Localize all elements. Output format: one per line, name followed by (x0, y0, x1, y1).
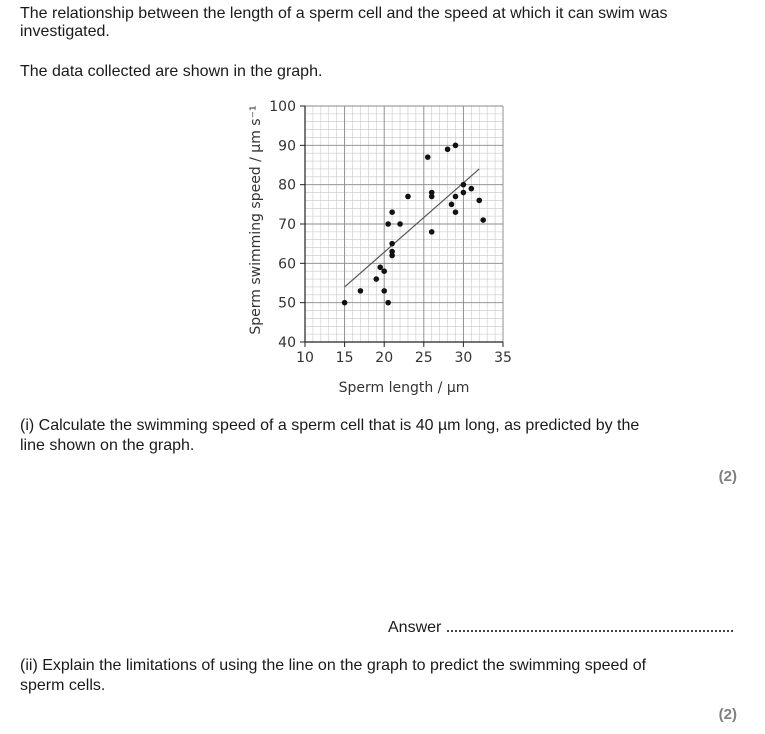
data-point (377, 264, 383, 270)
data-point (389, 249, 395, 255)
data-point (453, 194, 459, 200)
intro-line-2: investigated. (20, 23, 110, 40)
data-point (385, 221, 391, 227)
scatter-chart (228, 94, 528, 404)
question-ii-marks: (2) (718, 706, 737, 723)
question-ii-line-2: sperm cells. (20, 677, 106, 694)
data-point (405, 194, 411, 200)
data-point (389, 209, 395, 215)
y-tick-label: 80 (278, 177, 296, 194)
answer-label: Answer (388, 619, 442, 636)
data-point (373, 276, 379, 282)
data-point (381, 288, 387, 294)
data-point (429, 194, 435, 200)
y-tick-label: 50 (278, 295, 296, 312)
data-point (453, 209, 459, 215)
data-point (476, 198, 482, 204)
answer-dotted-line[interactable] (447, 616, 733, 632)
data-sentence: The data collected are shown in the graph. (20, 63, 323, 80)
data-point (342, 300, 348, 306)
question-i-line-1: (i) Calculate the swimming speed of a sperm cell that is 40 µm long, as predicted by the (20, 417, 640, 434)
data-point (461, 182, 467, 188)
x-tick-label: 10 (296, 350, 314, 366)
data-point (397, 221, 403, 227)
question-i-line-2: line shown on the graph. (20, 437, 195, 454)
data-point (480, 217, 486, 223)
y-tick-label: 70 (278, 217, 296, 233)
data-point (453, 143, 459, 149)
y-tick-label: 60 (278, 256, 296, 273)
x-tick-label: 30 (454, 350, 473, 366)
y-tick-label: 90 (278, 138, 296, 155)
y-axis-label: Sperm swimming speed / µm s⁻¹ (248, 105, 264, 335)
data-point (429, 229, 435, 235)
x-tick-labels (296, 342, 512, 366)
data-point (449, 202, 455, 208)
y-tick-label: 40 (278, 335, 296, 351)
x-tick-label: 20 (375, 350, 394, 366)
y-tick-label: 100 (269, 99, 296, 115)
data-point (385, 300, 391, 306)
data-point (445, 146, 451, 152)
data-point (358, 288, 364, 294)
x-tick-label: 35 (494, 350, 512, 366)
x-axis-label: Sperm length / µm (338, 380, 470, 396)
data-point (461, 190, 467, 196)
data-point (389, 241, 395, 247)
chart-grid-major (305, 106, 503, 342)
y-tick-labels (269, 99, 305, 351)
x-tick-label: 15 (335, 350, 354, 366)
data-point (469, 186, 475, 192)
data-point (425, 154, 431, 160)
trend-line (345, 169, 480, 287)
intro-line-1: The relationship between the length of a sperm cell and the speed at which it can swim was (20, 5, 668, 22)
question-i-marks: (2) (718, 468, 737, 485)
data-point (381, 268, 387, 274)
question-ii-line-1: (ii) Explain the limitations of using the line on the graph to predict the swimming speed of (20, 657, 647, 674)
answer-line[interactable] (388, 616, 733, 637)
x-tick-label: 25 (414, 350, 433, 366)
